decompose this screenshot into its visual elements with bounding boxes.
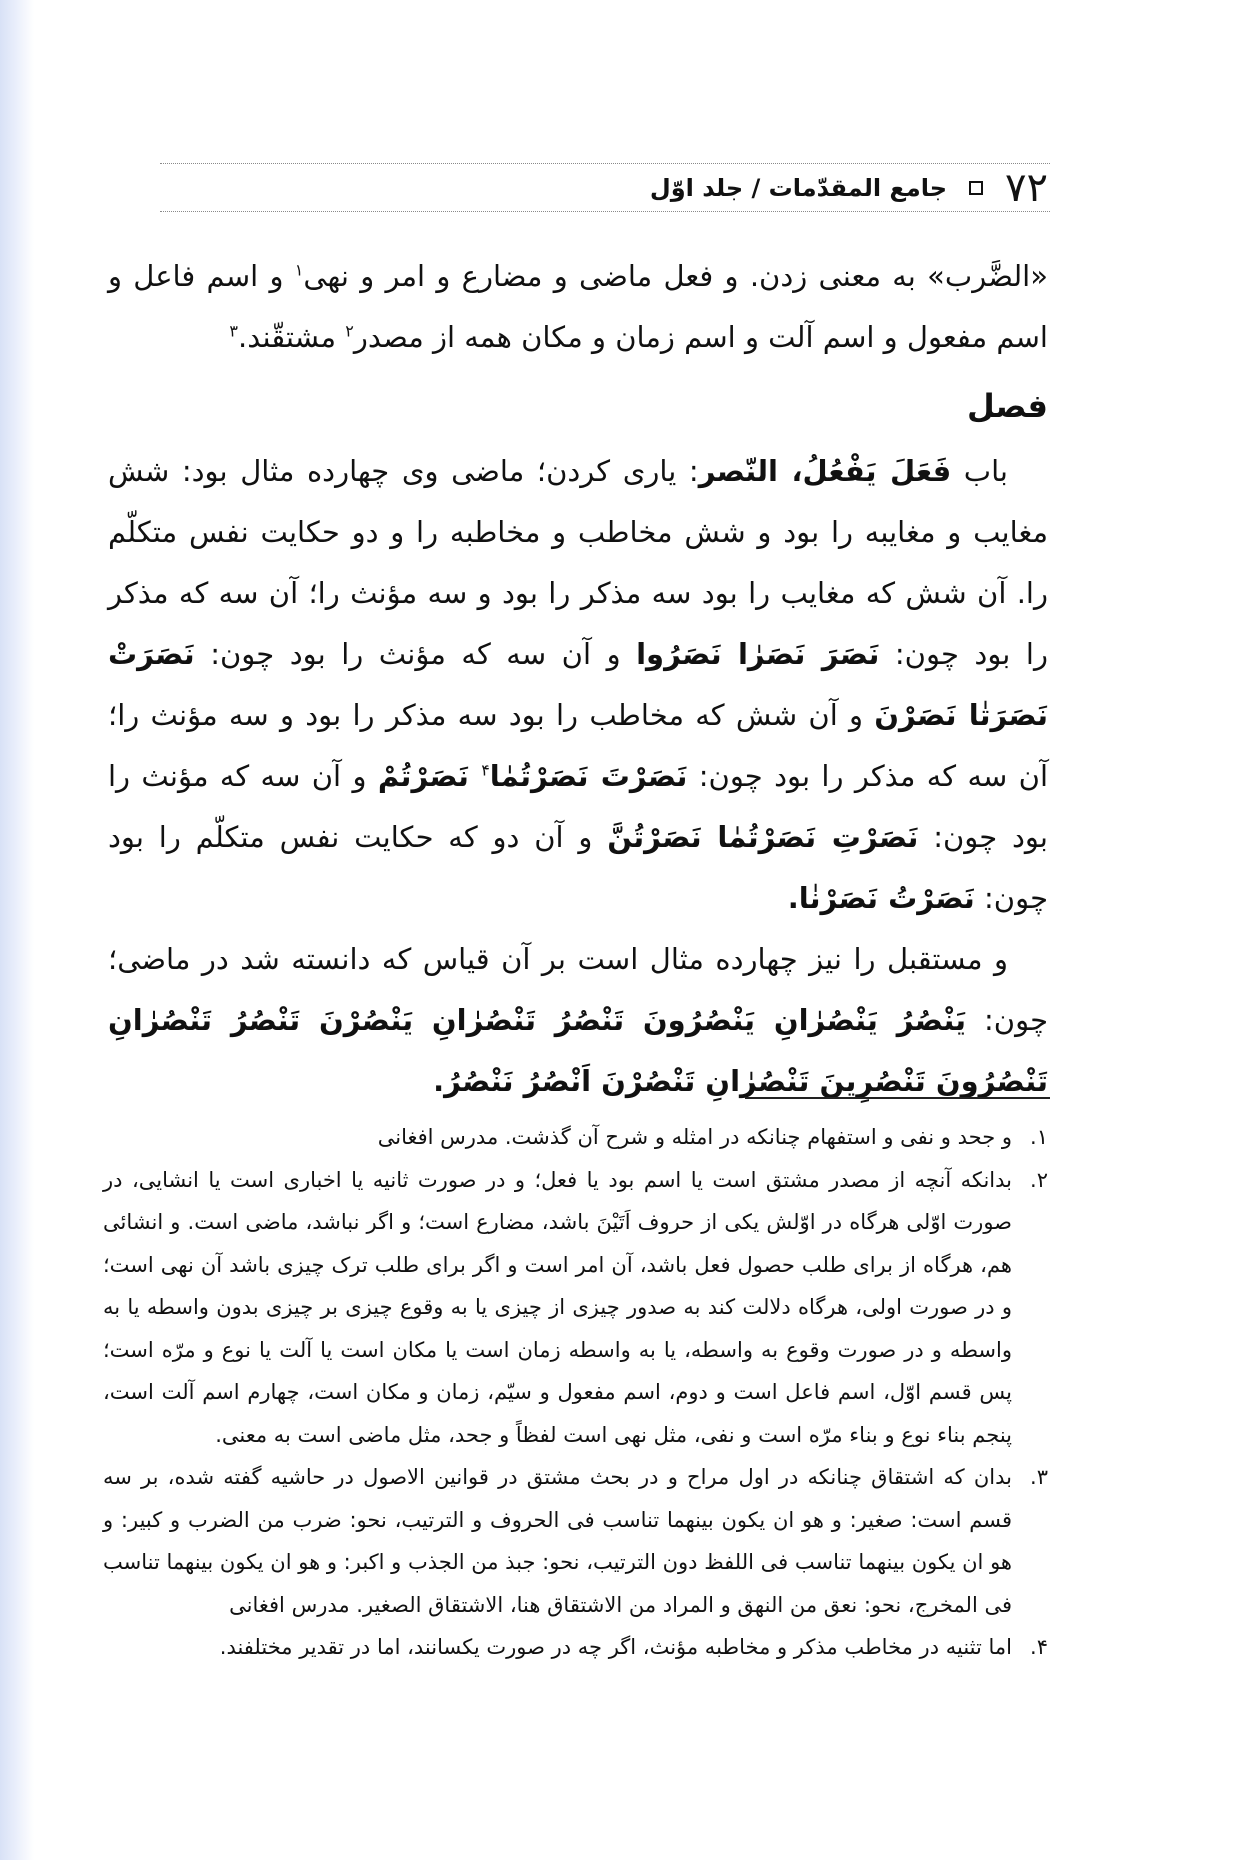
running-header <box>649 165 1048 211</box>
arabic-term: فَعَلَ یَفْعُلُ، النّصر <box>698 454 952 488</box>
text-run: و اسم فاعل و اسم مفعول و اسم آلت و اسم زمان و مکان همه از مصدر <box>108 259 1048 354</box>
arabic-term: یَنْصُرُ یَنْصُرٰانِ یَنْصُرُونَ تَنْصُرُ تَنْصُرٰانِ یَنْصُرْنَ تَنْصُرُ تَنْصُرٰانِ تَنْصُرُونَ تَنْصُرِینَ تَنْصُرٰانِ تَنْصُرْنَ اَنْصُرُ نَنْصُرُ. <box>108 1003 1048 1098</box>
header-bottom-rule <box>160 211 1050 212</box>
footnote-separator <box>745 1097 1050 1099</box>
footnote-number: ۱. <box>1030 1125 1048 1149</box>
text-run: و آن سه که مؤنث را بود چون: <box>194 637 637 671</box>
text-run: و مستقبل را نیز چهارده مثال است بر آن قیاس که دانسته شد در ماضی؛ چون: <box>108 942 1048 1037</box>
footnote-text: و جحد و نفی و استفهام چنانکه در امثله و شرح آن گذشت. مدرس افغانی <box>377 1125 1012 1149</box>
arabic-term: نَصَرْتَ نَصَرْتُمٰا <box>489 759 688 793</box>
footnote <box>103 1456 1048 1626</box>
text-run: : یاری کردن؛ ماضی وی چهارده مثال بود: شش مغایب و مغایبه را بود و شش مخاطب و مخاطبه را و دو حکایت نفس متکلّم را. آن شش که مغایب را بود سه مذکر را بود و سه مؤنث را؛ آن سه که مذکر را بود چون: <box>108 454 1048 671</box>
section-title: فصل <box>966 387 1048 425</box>
footnote-text: بدان که اشتقاق چنانکه در اول مراح و در بحث مشتق در قوانین الاصول در حاشیه گفته شده، بر سه قسم است: صغیر: و هو ان یکون بینهما تناسب فی الحروف و الترتیب، نحو: ضرب من الضرب و کبیر: و هو ان یکون بینهما تناسب فی اللفظ دون الترتیب، نحو: جبذ من الجذب و اکبر: و هو ان یکون بینهما تناسب فی المخرج، نحو: نعق من النهق و المراد من الاشتقاق هنا، الاشتقاق الصغیر. مدرس افغانی <box>103 1465 1012 1617</box>
arabic-term: نَصَرْتُمْ <box>377 759 482 793</box>
paragraph <box>108 441 1048 929</box>
footnote-ref[interactable]: ۴ <box>481 760 490 780</box>
footnote-text: بدانکه آنچه از مصدر مشتق است یا اسم بود یا فعل؛ و در صورت ثانیه یا اخباری است یا انشایی، در صورت اوّلی هرگاه در اوّلش یکی از حروف اَتَیْنَ باشد، مضارع است؛ و اگر نباشد، ماضی است. و انشائی هم، هرگاه از برای طلب حصول فعل باشد، آن امر است و اگر برای طلب ترک چیزی باشد آن نهی است؛ و در صورت اولی، هرگاه دلالت کند به صدور چیزی از چیزی یا به وقوع چیزی بر چیزی بدون واسطه یا به واسطه و در صورت وقوع به واسطه، یا به واسطه زمان است یا مکان است یا آلت یا نوع و مرّه است؛ پس قسم اوّل، اسم فاعل است و دوم، اسم مفعول و سیّم، زمان و مکان است، چهارم اسم آلت است، پنجم بناء نوع و بناء مرّه است و نفی، مثل نهی است لفظاً و جحد، مثل ماضی است به معنی. <box>103 1167 1012 1447</box>
footnote-ref[interactable]: ۱ <box>294 260 304 280</box>
running-title: جامع المقدّمات / جلد اوّل <box>649 174 948 202</box>
footnote <box>103 1159 1048 1457</box>
text-run: و آن شش که مخاطب را بود سه مذکر را بود و سه مؤنث را؛ آن سه که مذکر را بود چون: <box>108 698 1048 793</box>
square-bullet-icon <box>969 181 983 195</box>
paragraph <box>108 929 1048 1112</box>
arabic-term: نَصَرْتُ نَصَرْنٰا. <box>787 881 975 915</box>
arabic-term: نَصَرَتْ نَصَرَتٰا نَصَرْنَ <box>108 637 1048 732</box>
footnote-number: ۳. <box>1030 1465 1048 1489</box>
text-run: و آن دو که حکایت نفس متکلّم را بود چون: <box>108 820 1048 915</box>
footnote-ref[interactable]: ۳ <box>229 321 238 341</box>
text-run: «الضَّرب» به معنی زدن. و فعل ماضی و مضارع و امر و نهی <box>303 259 1048 293</box>
footnote <box>103 1626 1048 1669</box>
text-run: باب <box>951 454 1008 488</box>
footnote-number: ۴. <box>1030 1635 1048 1659</box>
page-number: ۷۲ <box>1005 165 1048 211</box>
footnotes <box>103 1116 1048 1669</box>
text-run: مشتقّند. <box>238 320 346 354</box>
footnote-number: ۲. <box>1030 1167 1048 1192</box>
arabic-term: نَصَرَ نَصَرٰا نَصَرُوا <box>636 637 880 671</box>
header-top-rule <box>160 163 1050 164</box>
footnote <box>103 1116 1048 1159</box>
main-text <box>108 246 1048 1112</box>
footnote-ref[interactable]: ۲ <box>345 321 354 341</box>
footnote-text: اما تثنیه در مخاطب مذکر و مخاطبه مؤنث، اگر چه در صورت یکسانند، اما در تقدیر مختلفند. <box>219 1635 1012 1659</box>
paragraph <box>108 246 1048 368</box>
text-run: و آن سه که مؤنث را بود چون: <box>108 759 1048 854</box>
arabic-term: نَصَرْتِ نَصَرْتُمٰا نَصَرْتُنَّ <box>607 820 919 854</box>
